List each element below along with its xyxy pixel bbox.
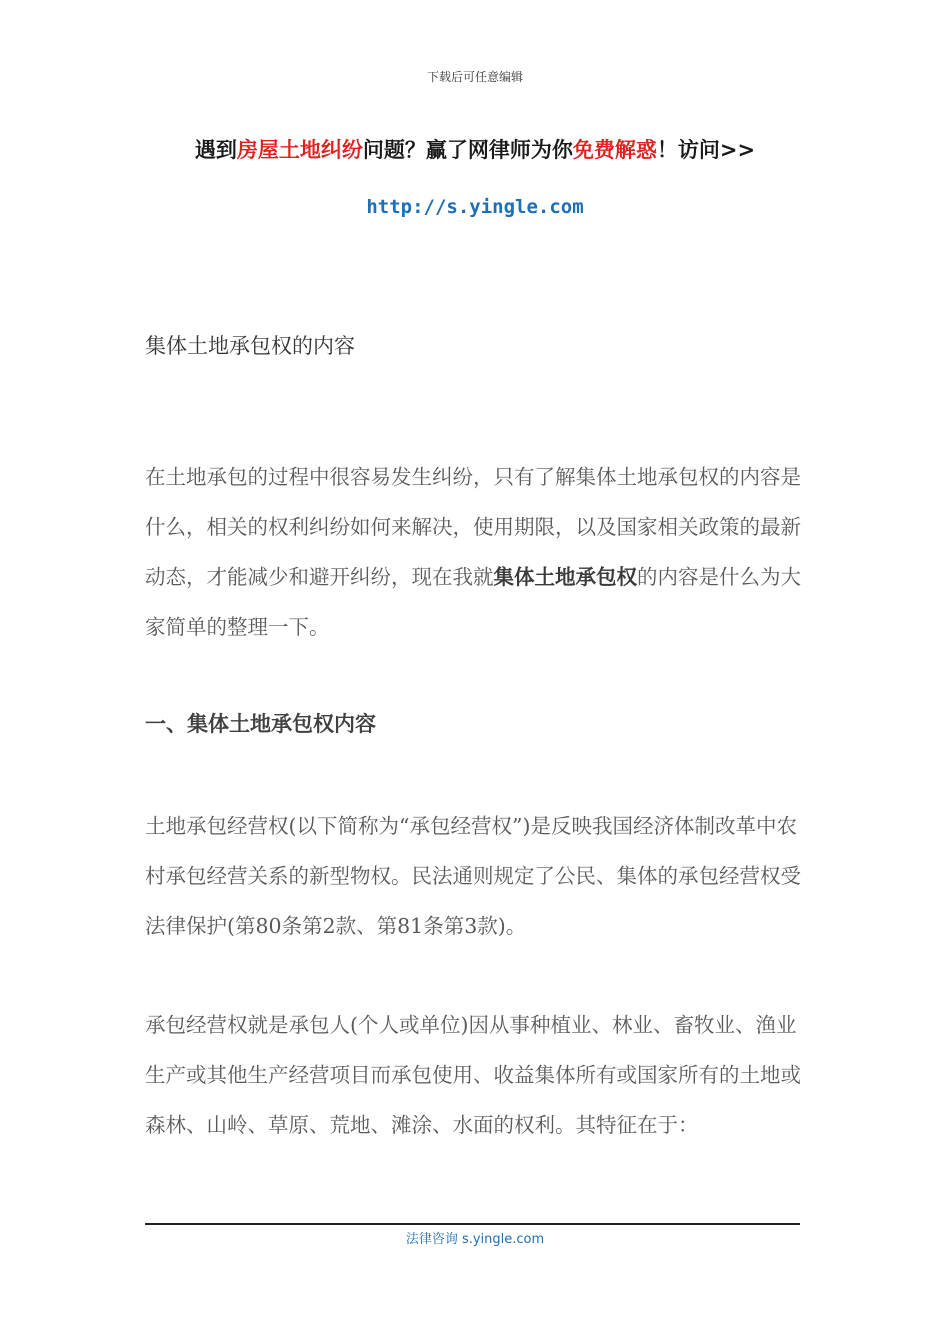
document-title: 集体土地承包权的内容 xyxy=(145,334,355,358)
promo-text-1: 遇到 xyxy=(194,138,237,162)
header-note: 下载后可任意编辑 xyxy=(426,70,523,84)
intro-text-2: 的内容是什么为大家简单的整理一下。 xyxy=(145,565,801,639)
intro-paragraph xyxy=(145,452,810,652)
promo-text-2: 问题？赢了网律师为你 xyxy=(362,138,573,162)
footer-divider xyxy=(145,1223,800,1225)
promo-highlight-1: 房屋土地纠纷 xyxy=(236,138,363,162)
promo-url-link[interactable]: http://s.yingle.com xyxy=(366,196,584,218)
promo-text-3: ！访问>> xyxy=(656,138,756,162)
section-heading-1: 一、集体土地承包权内容 xyxy=(145,712,376,736)
promo-banner[interactable] xyxy=(0,134,950,164)
paragraph-1: 土地承包经营权(以下简称为“承包经营权”)是反映我国经济体制改革中农村承包经营关系的新型物权。民法通则规定了公民、集体的承包经营权受法律保护(第80条第2款、第81条第3款)。 xyxy=(145,814,801,938)
footer-link[interactable]: 法律咨询 s.yingle.com xyxy=(405,1232,545,1247)
intro-bold-term: 集体土地承包权 xyxy=(493,565,637,589)
intro-text-1: 在土地承包的过程中很容易发生纠纷，只有了解集体土地承包权的内容是什么，相关的权利纠纷如何来解决，使用期限，以及国家相关政策的最新动态，才能减少和避开纠纷，现在我就 xyxy=(145,465,801,589)
paragraph-2: 承包经营权就是承包人(个人或单位)因从事种植业、林业、畜牧业、渔业生产或其他生产经营项目而承包使用、收益集体所有或国家所有的土地或森林、山岭、草原、荒地、滩涂、水面的权利。其特征在于： xyxy=(145,1013,801,1137)
promo-highlight-2: 免费解惑 xyxy=(572,138,657,162)
